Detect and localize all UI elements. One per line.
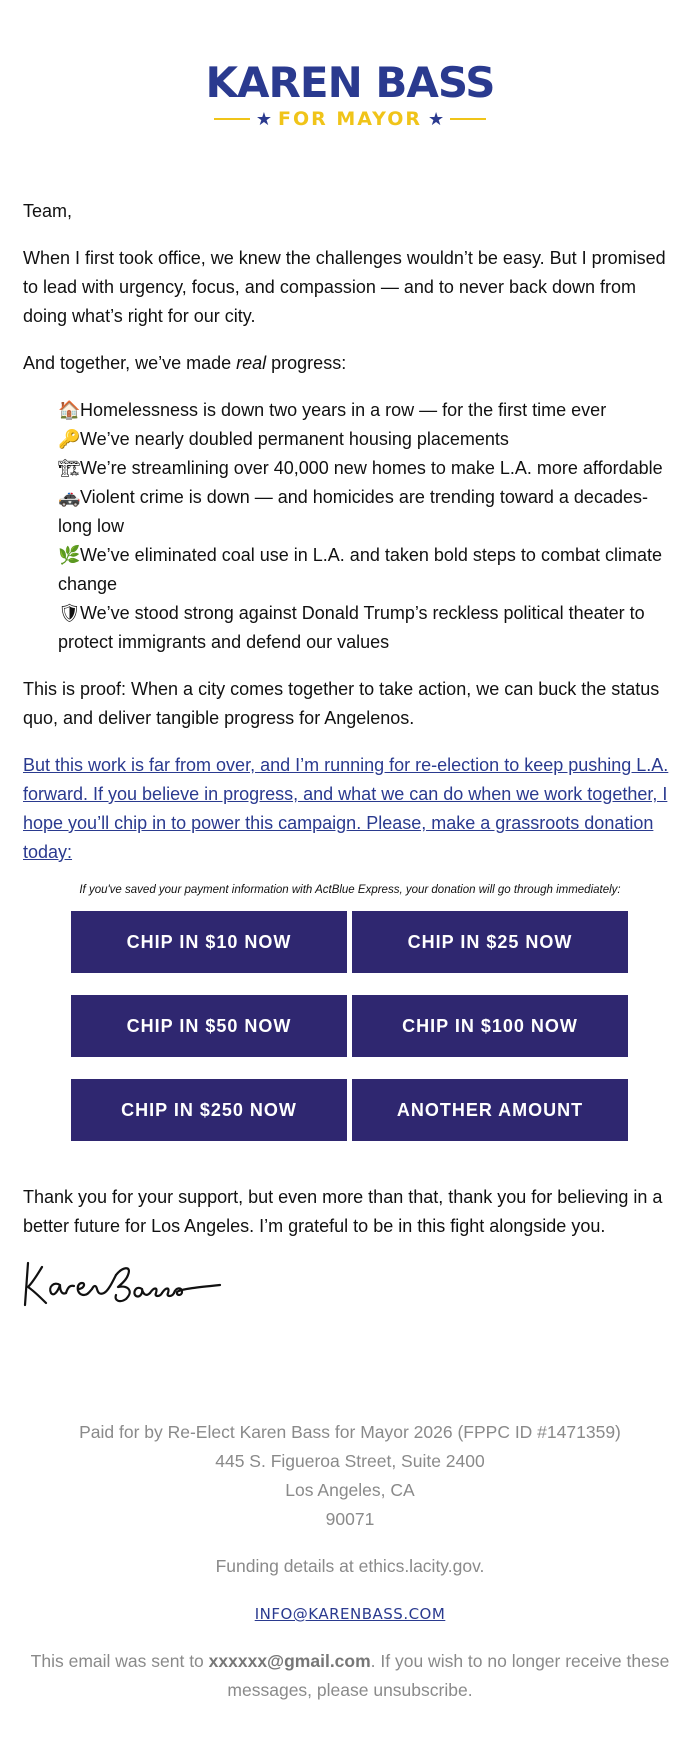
- chip-in-25-button[interactable]: CHIP IN $25 NOW: [352, 911, 628, 973]
- list-item-text: We’re streamlining over 40,000 new homes to make L.A. more affordable: [80, 458, 663, 478]
- list-item-text: We’ve eliminated coal use in L.A. and taken bold steps to combat climate change: [58, 545, 662, 594]
- logo-rule-right: [450, 118, 486, 120]
- chip-in-10-button[interactable]: CHIP IN $10 NOW: [71, 911, 347, 973]
- progress-list: [23, 396, 675, 657]
- donation-ask-link[interactable]: But this work is far from over, and I’m running for re-election to keep pushing L.A. forward. If you believe in progress, and what we can do when we work together, I hope you’ll chip in to power this campaign. Please, make a grassroots donation today:: [23, 755, 669, 862]
- star-icon: ★: [428, 109, 445, 129]
- progress-intro-emphasis: real: [236, 353, 267, 373]
- progress-intro-text: And together, we’ve made: [23, 353, 237, 373]
- actblue-express-note: If you've saved your payment information with ActBlue Express, your donation will go through immediately:: [79, 884, 621, 896]
- unsubscribe-text[interactable]: . If you wish to no longer receive these messages, please unsubscribe.: [227, 1651, 670, 1700]
- campaign-logo: [0, 58, 700, 132]
- list-item-text: We’ve nearly doubled permanent housing placements: [80, 429, 509, 449]
- list-item: [58, 396, 675, 425]
- list-item: [58, 541, 675, 599]
- list-item: [58, 599, 675, 657]
- contact-email-row: [0, 1599, 700, 1629]
- footer: [0, 1418, 700, 1705]
- police-car-icon: 🚓: [58, 487, 81, 508]
- construction-icon: 🏗: [58, 458, 81, 479]
- list-item-text: Violent crime is down — and homicides are trending toward a decades-long low: [58, 487, 648, 536]
- contact-email-link[interactable]: INFO@KARENBASS.COM: [254, 1605, 446, 1623]
- recipient-email: xxxxxx@gmail.com: [208, 1651, 371, 1671]
- proof-paragraph: This is proof: When a city comes together to take action, we can buck the status quo, and deliver tangible progress for Angelenos.: [23, 679, 660, 728]
- address-city: Los Angeles, CA: [285, 1480, 415, 1500]
- list-item-text: We’ve stood strong against Donald Trump’s reckless political theater to protect immigrants and defend our values: [58, 603, 645, 652]
- address-street: 445 S. Figueroa Street, Suite 2400: [215, 1451, 485, 1471]
- address-zip: 90071: [325, 1509, 375, 1529]
- chip-in-250-button[interactable]: CHIP IN $250 NOW: [71, 1079, 347, 1141]
- list-item: [58, 425, 675, 454]
- logo-name: KAREN BASS: [205, 58, 495, 107]
- shield-icon: 🛡: [58, 603, 81, 624]
- logo-tagline-row: [0, 106, 700, 132]
- house-icon: 🏠: [58, 400, 81, 421]
- signature-image: [20, 1255, 230, 1315]
- paid-for-disclaimer: Paid for by Re-Elect Karen Bass for Mayor 2026 (FPPC ID #1471359): [79, 1422, 621, 1442]
- intro-paragraph: When I first took office, we knew the challenges wouldn’t be easy. But I promised to lead with urgency, focus, and compassion — and to never back down from doing what’s right for our city.: [23, 248, 666, 326]
- list-item: [58, 454, 675, 483]
- list-item: [58, 483, 675, 541]
- greeting: Team,: [23, 201, 73, 221]
- thanks-paragraph: Thank you for your support, but even more than that, thank you for believing in a better future for Los Angeles. I’m grateful to be in this fight alongside you.: [23, 1187, 663, 1236]
- sent-to-text: This email was sent to: [30, 1651, 209, 1671]
- star-icon: ★: [255, 109, 272, 129]
- chip-in-100-button[interactable]: CHIP IN $100 NOW: [352, 995, 628, 1057]
- donation-ask-paragraph: [23, 751, 675, 867]
- progress-intro-text-end: progress:: [266, 353, 347, 373]
- another-amount-button[interactable]: ANOTHER AMOUNT: [352, 1079, 628, 1141]
- funding-details: Funding details at ethics.lacity.gov.: [215, 1556, 485, 1576]
- leaf-icon: 🌿: [58, 545, 81, 566]
- unsubscribe-notice: [0, 1647, 700, 1705]
- list-item-text: Homelessness is down two years in a row — for the first time ever: [80, 400, 607, 420]
- letter-content: [23, 197, 675, 885]
- progress-intro: [23, 349, 675, 378]
- logo-rule-left: [214, 118, 250, 120]
- logo-tagline: FOR MAYOR: [277, 108, 423, 130]
- chip-in-50-button[interactable]: CHIP IN $50 NOW: [71, 995, 347, 1057]
- key-icon: 🔑: [58, 429, 81, 450]
